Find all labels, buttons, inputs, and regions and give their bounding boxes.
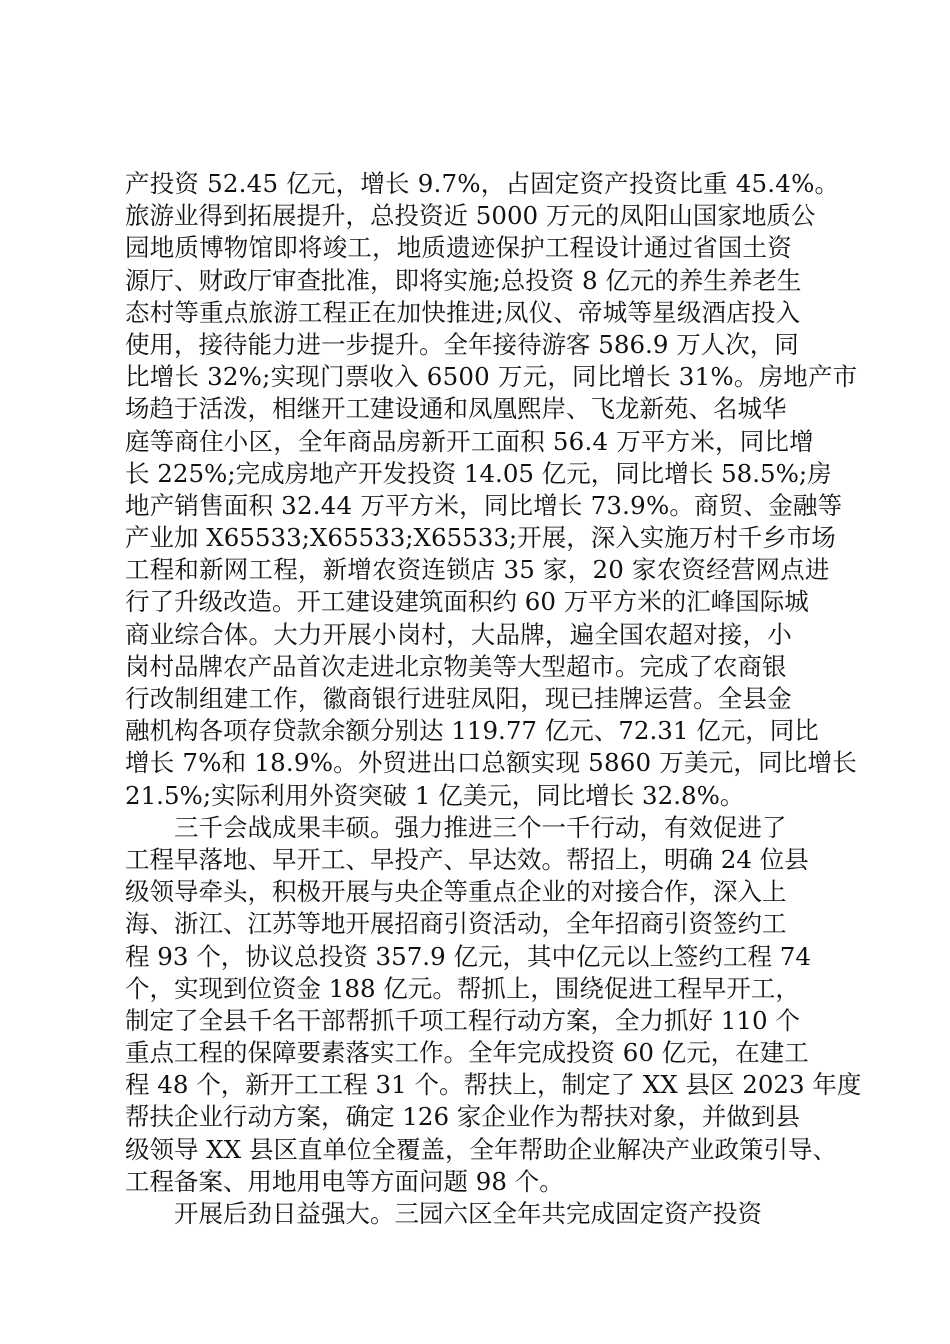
text-line: 级领导牵头，积极开展与央企等重点企业的对接合作，深入上 [125,877,787,907]
text-line: 个，实现到位资金 188 亿元。帮抓上，围绕促进工程早开工， [125,973,800,1003]
text-line: 岗村品牌农产品首次走进北京物美等大型超市。完成了农商银 [125,651,787,681]
body-text [125,168,862,1230]
text-line: 程 48 个，新开工工程 31 个。帮扶上，制定了 XX 县区 2023 年度 [125,1070,862,1100]
text-line: 态村等重点旅游工程正在加快推进;凤仪、帝城等星级酒店投入 [125,297,801,327]
text-line: 工程备案、用地用电等方面问题 98 个。 [125,1166,564,1196]
text-line: 帮扶企业行动方案，确定 126 家企业作为帮扶对象，并做到县 [125,1102,800,1132]
text-line: 源厅、财政厅审查批准，即将实施;总投资 8 亿元的养生养老生 [125,265,802,295]
text-line: 产业加 X65533;X65533;X65533;开展，深入实施万村千乡市场 [125,523,836,553]
text-line: 增长 7%和 18.9%。外贸进出口总额实现 5860 万美元，同比增长 [125,748,857,778]
text-line: 长 225%;完成房地产开发投资 14.05 亿元，同比增长 58.5%;房 [125,458,832,488]
text-line: 园地质博物馆即将竣工，地质遗迹保护工程设计通过省国土资 [125,233,792,263]
text-line: 比增长 32%;实现门票收入 6500 万元，同比增长 31%。房地产市 [125,362,858,392]
text-line: 工程和新网工程，新增农资连锁店 35 家，20 家农资经营网点进 [125,555,830,585]
text-line: 地产销售面积 32.44 万平方米，同比增长 73.9%。商贸、金融等 [125,490,843,520]
text-line: 制定了全县千名干部帮抓千项工程行动方案，全力抓好 110 个 [125,1005,800,1035]
paragraph-development-momentum [125,1198,837,1230]
text-line: 商业综合体。大力开展小岗村，大品牌，遍全国农超对接，小 [125,619,792,649]
text-line: 工程早落地、早开工、早投产、早达效。帮招上，明确 24 位县 [125,844,809,874]
paragraph-first-line: 开展后劲日益强大。三园六区全年共完成固定资产投资 [174,1199,762,1228]
paragraph-three-thousand-campaign [125,812,862,1198]
text-line: 使用，接待能力进一步提升。全年接待游客 586.9 万人次，同 [125,329,799,359]
paragraph-first-line: 三千会战成果丰硕。强力推进三个一千行动，有效促进了 [174,812,787,842]
text-line: 庭等商住小区，全年商品房新开工面积 56.4 万平方米，同比增 [125,426,814,456]
text-line: 程 93 个，协议总投资 357.9 亿元，其中亿元以上签约工程 74 [125,941,811,971]
text-line: 级领导 XX 县区直单位全覆盖，全年帮助企业解决产业政策引导、 [125,1134,837,1164]
text-line: 场趋于活泼，相继开工建设通和凤凰熙岸、飞龙新苑、名城华 [125,394,787,424]
text-line: 行改制组建工作，徽商银行进驻凤阳，现已挂牌运营。全县金 [125,684,792,713]
text-line: 重点工程的保障要素落实工作。全年完成投资 60 亿元，在建工 [125,1038,809,1068]
paragraph-economy [125,168,858,812]
text-line: 产投资 52.45 亿元，增长 9.7%，占固定资产投资比重 45.4%。 [125,169,840,198]
text-line: 海、浙江、江苏等地开展招商引资活动，全年招商引资签约工 [125,909,787,939]
text-line: 行了升级改造。开工建设建筑面积约 60 万平方米的汇峰国际城 [125,587,809,617]
text-line: 旅游业得到拓展提升，总投资近 5000 万元的凤阳山国家地质公 [125,201,816,231]
text-line: 融机构各项存贷款余额分别达 119.77 亿元、72.31 亿元，同比 [125,716,819,746]
text-line: 21.5%;实际利用外资突破 1 亿美元，同比增长 32.8%。 [125,780,745,810]
